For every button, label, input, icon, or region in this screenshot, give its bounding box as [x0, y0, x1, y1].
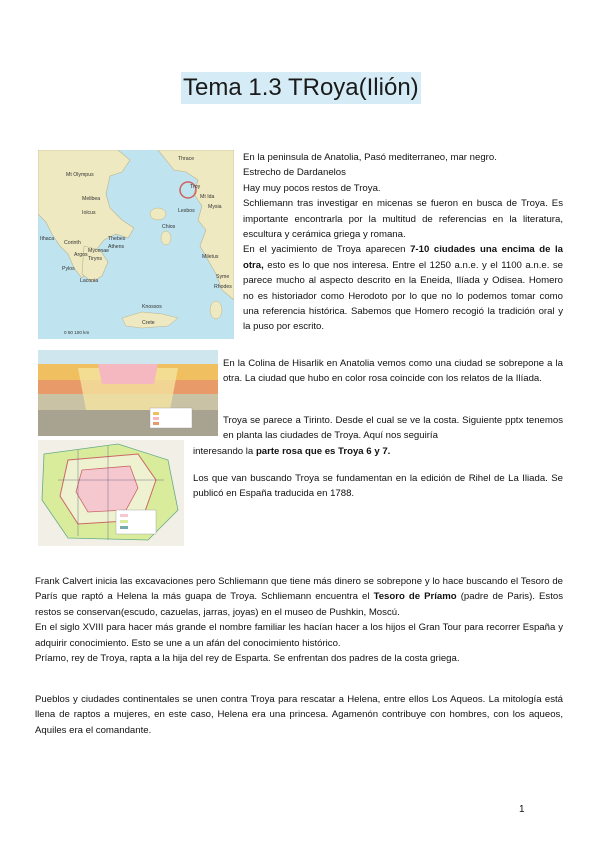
map-label: Lesbos: [178, 208, 195, 214]
text-line: Estrecho de Dardanelos: [243, 167, 346, 179]
paragraph-hisarlik: En la Colina de Hisarlik en Anatolia vemos como una ciudad se sobrepone a la otra. La ciudad que hubo en color rosa coincide con los relatos de la Ilíada.: [223, 358, 563, 385]
map-label: Melibea: [82, 196, 101, 202]
map-label: Crete: [142, 320, 155, 326]
text-line: En el siglo XVIII para hacer más grande el nombre familiar les hacían hacer a los hijos el Gran Tour para recorrer España y adquirir conocimiento. Esto se une a un afán del conocimiento histórico.: [35, 622, 563, 649]
map-label: Syme: [216, 274, 230, 280]
map-label: Pylos: [62, 266, 75, 272]
paragraph-rihel: Los que van buscando Troya se fundamentan en la edición de Rihel de La Iliada. Se publicó en España traducida en 1788.: [193, 473, 563, 500]
text-line: Hay muy pocos restos de Troya.: [243, 182, 381, 194]
map-label: Corinth: [64, 240, 81, 246]
map-label: Thebes: [108, 236, 126, 242]
map-label: Argos: [74, 252, 88, 258]
bold-text: 7-10 ciudades una encima de la otra,: [243, 244, 563, 271]
page-title: Tema 1.3 TRoya(Ilión): [181, 72, 421, 104]
map-label: Iolcus: [82, 210, 96, 216]
paragraph-tirinto: [193, 413, 563, 459]
text-run: esto es lo que nos interesa. Entre el 1250 a.n.e. y el 1100 a.n.e. se parece mucho al aspecto descrito en la Eneida, Ilíada y Odisea. Homero no es historiador como Herodoto por lo que no lo podemos tomar como una referencia histórica. Sabemos que Homero recogió la tradición oral y la puso por escrito.: [243, 259, 563, 333]
paragraph-helena: Pueblos y ciudades continentales se unen contra Troya para rescatar a Helena, entre ellos Los Aqueos. La mitología está llena de raptos a mujeres, en este caso, Helena era una princesa. Agamenón contribuye con hombres, con los aqueos, Aquiles era el comandante.: [35, 694, 563, 736]
text-line: Schliemann tras investigar en micenas se fueron en busca de Troya. Es importante encontrarla por la multitud de referencias en la literatura, escultura y cerámica griega y romana.: [243, 198, 563, 241]
map-label: Troy: [190, 184, 201, 190]
text-run: En el yacimiento de Troya aparecen: [243, 244, 411, 256]
hisarlik-cross-section-image: [38, 350, 218, 436]
text-line: En la peninsula de Anatolia, Pasó mediterraneo, mar negro.: [243, 152, 497, 163]
troy-site-plan-image: [38, 440, 184, 546]
map-label: Knossos: [142, 304, 162, 310]
bold-text: parte rosa que es Troya 6 y 7.: [255, 445, 391, 457]
text-run: (padre de Paris). Estos restos se conservan(escudo, cazuelas, jarras, joyas) en el museo de Pushkin, Moscú.: [35, 591, 563, 618]
map-label: Laconia: [80, 278, 99, 284]
map-label: Athens: [108, 244, 125, 250]
text-line: Troya se parece a Tirinto. Desde el cual se ve la costa. Siguiente pptx tenemos en planta las ciudades de Troya. Aquí nos seguiría: [223, 415, 563, 442]
paragraph-anatolia: [243, 150, 563, 335]
text-line: Príamo, rey de Troya, rapta a la hija del rey de Esparta. Se enfrentan dos padres de la costa griega.: [35, 653, 460, 665]
text-run: interesando la: [193, 445, 256, 457]
page-number: 1: [519, 804, 525, 815]
map-label: Mycenae: [88, 248, 110, 254]
map-label: Chios: [162, 224, 176, 230]
map-label: Mt Olympus: [66, 172, 94, 178]
map-scale: 0 50 100 km: [64, 330, 90, 335]
map-label: Tiryns: [88, 256, 102, 262]
map-label: Mysia: [208, 204, 222, 210]
paragraph-calvert: [35, 574, 563, 666]
map-label: Miletus: [202, 254, 219, 260]
map-label: Rhodes: [214, 284, 232, 290]
bold-text: Tesoro de Príamo: [373, 591, 457, 603]
aegean-map-image: [38, 150, 234, 339]
text-run: Frank Calvert inicia las excavaciones pero Schliemann que tiene más dinero se sobrepone y lo hace buscando el Tesoro de París que raptó a Helena la más guapa de Troya. Schliemann encuentra el: [35, 576, 563, 603]
map-label: Ithaca: [40, 236, 55, 242]
map-label: Thrace: [178, 156, 195, 162]
map-label: Mt Ida: [200, 194, 215, 200]
